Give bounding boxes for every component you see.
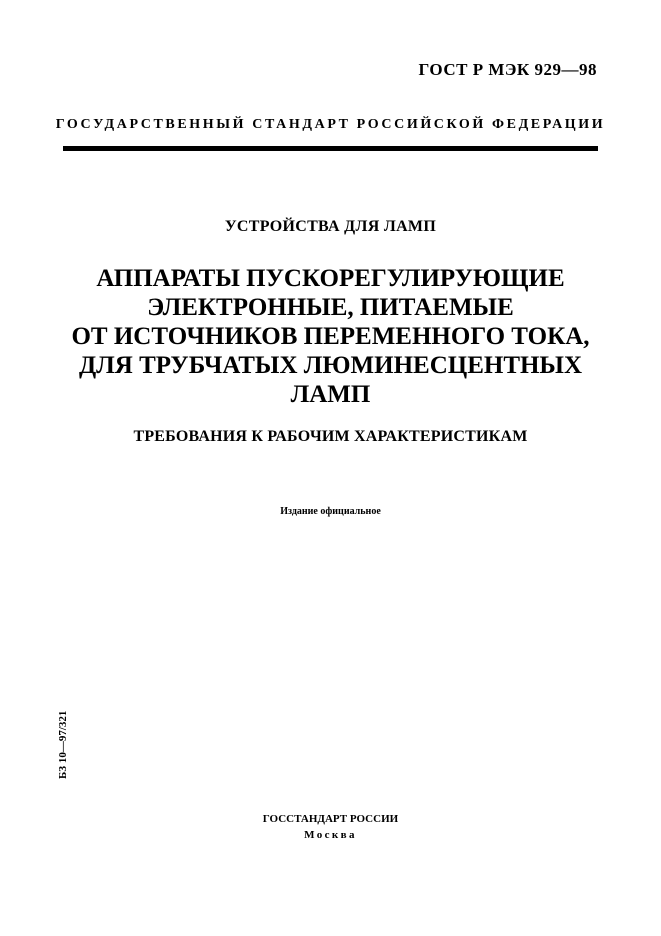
standard-type-heading: ГОСУДАРСТВЕННЫЙ СТАНДАРТ РОССИЙСКОЙ ФЕДЕРАЦИИ: [55, 117, 606, 132]
title-line: ЭЛЕКТРОННЫЕ, ПИТАЕМЫЕ: [147, 294, 514, 321]
publisher-name: ГОССТАНДАРТ РОССИИ: [262, 813, 399, 825]
title-line: АППАРАТЫ ПУСКОРЕГУЛИРУЮЩИЕ: [96, 265, 565, 292]
document-subtitle: ТРЕБОВАНИЯ К РАБОЧИМ ХАРАКТЕРИСТИКАМ: [133, 428, 528, 445]
publisher-city: Москва: [304, 829, 357, 841]
title-line: ОТ ИСТОЧНИКОВ ПЕРЕМЕННОГО ТОКА,: [71, 323, 590, 350]
document-title: [0, 264, 661, 409]
standard-number: ГОСТ Р МЭК 929—98: [418, 60, 597, 79]
title-line: ДЛЯ ТРУБЧАТЫХ ЛЮМИНЕСЦЕНТНЫХ: [78, 352, 583, 379]
title-line: ЛАМП: [290, 381, 371, 408]
document-subject: УСТРОЙСТВА ДЛЯ ЛАМП: [224, 218, 437, 235]
catalog-code: БЗ 10—97/321: [57, 710, 69, 779]
edition-label: Издание официальное: [280, 506, 381, 517]
header-divider: [63, 146, 598, 151]
